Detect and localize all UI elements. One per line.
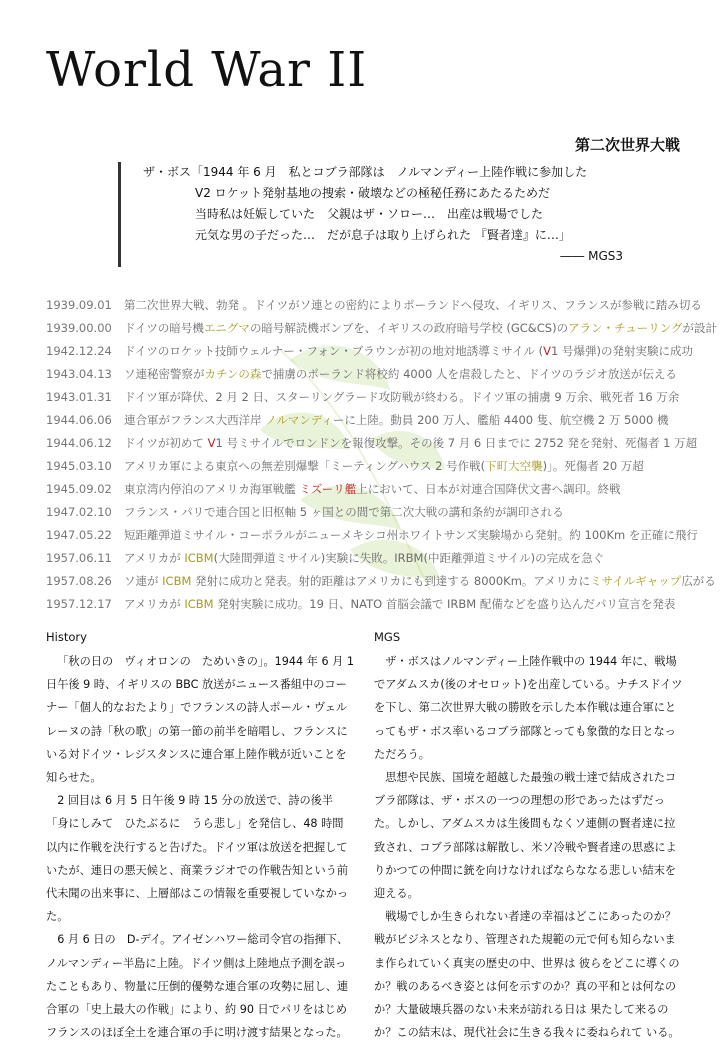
timeline-text: ドイツが初めて: [124, 436, 208, 450]
history-paragraph-2: 2 回目は 6 月 5 日午後 9 時 15 分の放送で、詩の後半「身にしみて ひたぶるに うら悲し」を発信し、48 時間以内に作戦を決行すると告げた。ドイツ軍は放送を把握していたが、連日の悪天候と、商業ラジオでの作戦告知という前代未聞の出来事に、上層部はこの情報を重要視していなかった。: [46, 794, 349, 924]
timeline-event: [124, 597, 675, 611]
timeline-row: [46, 593, 686, 616]
timeline-row: [46, 386, 686, 409]
timeline-event: [124, 528, 698, 542]
timeline-row: [46, 432, 698, 455]
mgs-paragraph-3: 戦場でしか生きられない者達の幸福はどこにあったのか？戦がビジネスとなり、管理された規範の元で何も知らないまま作られていく真実の歴史の中、世界は 彼らをどこに導くのか？戦のあるべき姿とは何を示すのか？真の平和とは何なのか？大量破壊兵器のない未来が訪れる日は 果たして来るのか？この結末は、現代社会に生きる我々に委ねられて いる。: [374, 910, 680, 1040]
timeline-text: ドイツ軍が降伏、2 月 2 日、スターリングラード攻防戦が終わる。ドイツ軍の捕虜 9 万余、戦死者 16 万余: [124, 390, 680, 404]
timeline-date: 1945.03.10: [46, 459, 112, 473]
timeline-date: 1944.06.12: [46, 436, 112, 450]
quote-line-2: V2 ロケット発射基地の捜索・破壊などの極秘任務にあたるためだ: [195, 186, 551, 200]
timeline-row: [46, 340, 693, 363]
timeline-text: 発射に成功と発表。射的距離はアメリカにも到達する 8000Km。アメリカに: [191, 574, 591, 588]
history-paragraph-1: 「秋の日の ヴィオロンの ためいきの」。1944 年 6 月 1 日午後 9 時、イギリスの BBC 放送がニュース番組中のコーナー「個人的なおたより」でフランスの詩人ポール・ヴェルレーヌの詩「秋の歌」の第一節の前半を暗唱し、フランスにいる対ドイツ・レジスタンスに連合軍上陸作戦が近いことを知らせた。: [46, 655, 354, 785]
timeline-row: [46, 294, 702, 317]
timeline-highlight: V: [543, 344, 552, 358]
mgs-paragraph-2: 思想や民族、国境を超越した最強の戦士達で結成されたコブラ部隊は、ザ・ボスの一つの理想の形であったはずだった。しかし、アダムスカは生後間もなくソ連側の賢者達に拉致され、コブラ部隊は解散し、米ソ冷戦や賢者達の思惑によりかつての仲間に銃を向けなければならななる悲しい結末を迎える。: [374, 771, 677, 901]
timeline-date: 1957.08.26: [46, 574, 112, 588]
timeline-text: 第二次世界大戦、勃発 。ドイツがソ連との密約によりポーランドへ侵攻、イギリス、フランスが参戦に踏み切る: [124, 298, 702, 312]
mgs-paragraph-1: ザ・ボスはノルマンディー上陸作戦中の 1944 年に、戦場でアダムスカ(後のオセロット)を出産している。ナチスドイツを下し、第二次世界大戦の勝敗を示した本作戦は連合軍にとってもザ・ボス率いるコブラ部隊とっても象徴的な日となっただろう。: [374, 655, 683, 761]
timeline-row: [46, 363, 686, 386]
timeline-date: 1947.02.10: [46, 505, 112, 519]
timeline-event: [124, 321, 717, 335]
timeline-highlight: ノルマンディ: [265, 413, 333, 427]
timeline-highlight: エニグマ: [203, 321, 250, 335]
timeline-row: [46, 570, 716, 593]
timeline-date: 1939.09.01: [46, 298, 112, 312]
timeline: [46, 294, 718, 616]
timeline-highlight: ICBM: [162, 574, 192, 588]
timeline-text: で捕虜のポーランド将校約 4000 人を虐殺したと、ドイツのラジオ放送が伝える: [261, 367, 677, 381]
timeline-date: 1942.12.24: [46, 344, 112, 358]
timeline-row: [46, 478, 686, 501]
timeline-highlight: アラン・チューリング: [568, 321, 683, 335]
timeline-text: 広がる: [681, 574, 716, 588]
timeline-date: 1943.01.31: [46, 390, 112, 404]
quote-line-4: 元気な男の子だった… だが息子は取り上げられた 『賢者達』に…」: [195, 228, 571, 242]
timeline-highlight: 下町大空襲: [485, 459, 543, 473]
timeline-text: ドイツのロケット技師ウェルナー・フォン・ブラウンが初の地対地誘導ミサイル (: [124, 344, 544, 358]
timeline-text: が設計: [682, 321, 718, 335]
timeline-highlight: ICBM: [184, 597, 214, 611]
timeline-highlight: ミズーリ艦: [299, 482, 357, 496]
timeline-text: 1 号ミサイルでロンドンを報復攻撃。その後 7 月 6 日までに 2752 発を発射、死傷者 1 万超: [215, 436, 698, 450]
timeline-event: [124, 413, 668, 427]
history-paragraph-3: 6 月 6 日の D-デイ。アイゼンハワー総司令官の指揮下、ノルマンディー半島に上陸。ドイツ側は上陸地点予測を誤ったこともあり、物量に圧倒的優勢な連合軍の攻勢に屈し、連合軍の「史上最大の作戦」により、約 90 日でパリをはじめフランスのほぼ全土を連合軍の手に明け渡す結果となった。: [46, 933, 349, 1040]
timeline-text: ドイツの暗号機: [124, 321, 204, 335]
mgs-heading: MGS: [374, 630, 401, 644]
timeline-row: [46, 455, 686, 478]
boss-quote: [118, 162, 643, 267]
timeline-text: 短距離弾道ミサイル・コーポラルがニューメキシコ州ホワイトサンズ実験場から発射。約 100Km を正確に飛行: [124, 528, 698, 542]
page-title: World War II: [46, 42, 368, 98]
timeline-event: [124, 459, 644, 473]
timeline-text: アメリカ軍による東京への無差別爆撃「ミーティングハウス 2 号作戦(: [124, 459, 486, 473]
timeline-text: 連合軍がフランス大西洋岸: [124, 413, 266, 427]
timeline-event: [124, 298, 702, 312]
timeline-text: アメリカが: [124, 597, 185, 611]
mgs-column: [374, 628, 686, 1044]
timeline-date: 1944.06.06: [46, 413, 112, 427]
timeline-date: 1943.04.13: [46, 367, 112, 381]
timeline-row: [46, 524, 698, 547]
timeline-row: [46, 317, 718, 340]
history-heading: History: [46, 630, 87, 644]
timeline-event: [124, 551, 604, 565]
timeline-text: ソ連が: [124, 574, 163, 588]
timeline-text: )」。死傷者 20 万超: [542, 459, 644, 473]
timeline-text: ーに上陸。動員 200 万人、艦船 4400 隻、航空機 2 万 5000 機: [332, 413, 669, 427]
quote-line-3: 当時私は妊娠していた 父親はザ・ソロー… 出産は戦場でした: [195, 207, 544, 221]
quote-line-1: ザ・ボス「1944 年 6 月 私とコブラ部隊は ノルマンディー上陸作戦に参加した: [143, 165, 588, 179]
timeline-row: [46, 501, 686, 524]
timeline-event: [124, 482, 621, 496]
timeline-text: 東京湾内停泊のアメリカ海軍戦艦: [124, 482, 300, 496]
timeline-event: [124, 344, 693, 358]
timeline-event: [124, 436, 697, 450]
timeline-highlight: ICBM: [184, 551, 214, 565]
timeline-text: ソ連秘密警察が: [124, 367, 205, 381]
timeline-highlight: カチンの森: [204, 367, 262, 381]
japanese-title: 第二次世界大戦: [574, 136, 680, 154]
timeline-event: [124, 390, 679, 404]
timeline-date: 1939.00.00: [46, 321, 112, 335]
timeline-text: アメリカが: [124, 551, 185, 565]
timeline-text: の暗号解読機ボンブを、イギリスの政府暗号学校 (GC&CS)の: [249, 321, 569, 335]
timeline-event: [124, 574, 716, 588]
timeline-text: フランス・パリで連合国と旧枢軸 5 ヶ国との間で第二次大戦の講和条約が調印される: [124, 505, 564, 519]
timeline-row: [46, 409, 686, 432]
timeline-text: 1 号爆弾)の発射実験に成功: [551, 344, 693, 358]
timeline-text: 発射実験に成功。19 日、NATO 首脳会議で IRBM 配備などを盛り込んだパリ宣言を発表: [213, 597, 676, 611]
timeline-event: [124, 505, 564, 519]
timeline-date: 1957.06.11: [46, 551, 112, 565]
quote-attribution: ―― MGS3: [560, 249, 623, 263]
timeline-event: [124, 367, 677, 381]
timeline-date: 1945.09.02: [46, 482, 112, 496]
timeline-date: 1947.05.22: [46, 528, 112, 542]
timeline-text: (大陸間弾道ミサイル)実験に失敗。IRBM(中距離弾道ミサイル)の完成を急ぐ: [213, 551, 605, 565]
timeline-highlight: V: [207, 436, 216, 450]
history-column: [46, 628, 354, 1044]
timeline-highlight: ミサイルギャップ: [590, 574, 682, 588]
timeline-date: 1957.12.17: [46, 597, 112, 611]
timeline-text: 上において、日本が対連合国降伏文書へ調印。終戦: [356, 482, 621, 496]
timeline-row: [46, 547, 686, 570]
